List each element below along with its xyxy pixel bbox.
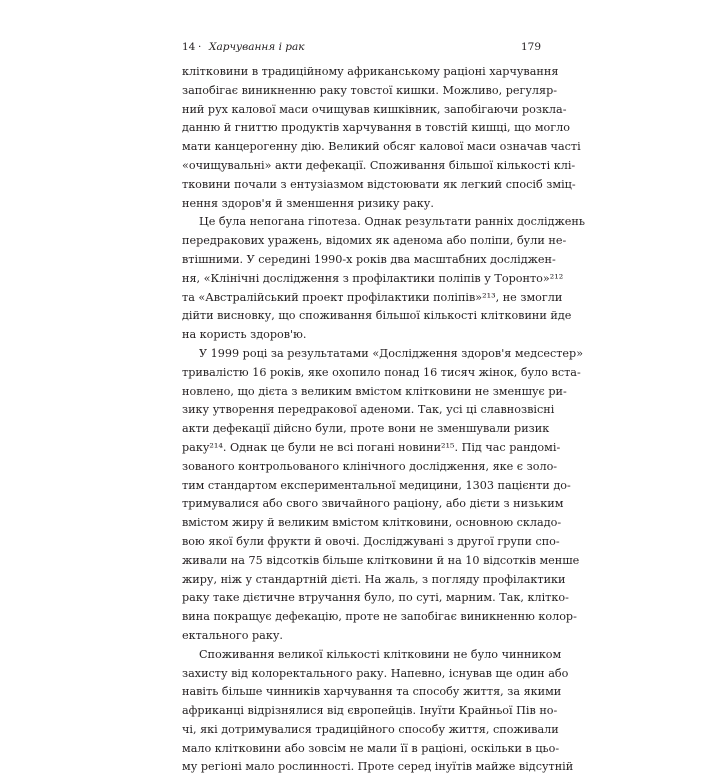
text-line: ня, «Клінічні дослідження з профілактики поліпів у Торонто»²¹² <box>182 271 564 285</box>
text-line: втішними. У середині 1990-х років два масштабних досліджен- <box>182 252 556 266</box>
page-number: 179 <box>520 41 541 53</box>
text-line: чі, які дотримувалися традиційного способу життя, споживали <box>182 722 559 736</box>
text-line: зованого контрольованого клінічного дослідження, яке є золо- <box>182 459 558 473</box>
text-line: Споживання великої кількості клітковини не було чинником <box>199 647 562 661</box>
text-line: африканці відрізнялися від європейців. Інуїти Крайньої Пів но- <box>182 704 558 718</box>
text-line: та «Австралійський проект профілактики поліпів»²¹³, не змогли <box>182 290 563 304</box>
text-line: нення здоров'я й зменшення ризику раку. <box>182 196 434 210</box>
text-line: данню й гниттю продуктів харчування в товстій кишці, що могло <box>182 121 570 135</box>
text-line: акти дефекації дійсно були, проте вони не зменшували ризик <box>182 422 550 436</box>
text-line: дійти висновку, що споживання більшої кількості клітковини йде <box>182 309 572 323</box>
text-line: вою якої були фрукти й овочі. Досліджувані з другої групи спо- <box>182 534 560 548</box>
text-line: тривалістю 16 років, яке охопило понад 16 тисяч жінок, було вста- <box>182 365 581 379</box>
text-line: вина покращує дефекацію, проте не запобігає виникненню колор- <box>182 610 577 624</box>
text-line: У 1999 році за результатами «Дослідження здоров'я медсестер» <box>199 346 584 360</box>
text-line: раку²¹⁴. Однак це були не всі погані новини²¹⁵. Під час рандомі- <box>182 440 561 454</box>
text-line: мати канцерогенну дію. Великий обсяг калової маси означав часті <box>182 140 581 154</box>
text-line: на користь здоров'ю. <box>182 328 307 342</box>
chapter-title: Харчування і рак <box>209 41 305 53</box>
text-line: запобігає виникненню раку товстої кишки. Можливо, регуляр- <box>182 83 558 97</box>
text-line: тримувалися або свого звичайного раціону, або дієти з низьким <box>182 497 564 511</box>
text-line: мало клітковини або зовсім не мали її в раціоні, оскільки в цьо- <box>182 741 560 755</box>
text-line: захисту від колоректального раку. Напевно, існував ще один або <box>182 666 569 680</box>
text-line: живали на 75 відсотків більше клітковини й на 10 відсотків менше <box>182 553 580 567</box>
text-line: ний рух калової маси очищував кишківник, запобігаючи розкла- <box>182 102 567 116</box>
text-line: раку таке дієтичне втручання було, по суті, марним. Так, кліткo- <box>182 591 569 605</box>
text-line: тим стандартом експериментальної медицини, 1303 пацієнти до- <box>182 478 571 492</box>
text-line: новлено, що дієта з великим вмістом клітковини не зменшує ри- <box>182 384 567 398</box>
chapter-number: 14 <box>182 41 196 53</box>
header-separator: · <box>198 41 202 53</box>
page-header <box>182 36 541 56</box>
text-line: ектального раку. <box>182 628 283 642</box>
text-line: «очищувальні» акти дефекації. Споживання більшої кількості клі- <box>182 158 576 172</box>
text-line: Це була непогана гіпотеза. Однак результати ранніх досліджень <box>199 215 585 229</box>
text-line: вмістом жиру й великим вмістом клітковини, основною складо- <box>182 516 562 530</box>
text-line: клітковини в традиційному африканському раціоні харчування <box>182 65 559 78</box>
text-line: жиру, ніж у стандартній дієті. На жаль, з погляду профілактики <box>182 572 566 586</box>
text-line: зику утворення передракової аденоми. Так, усі ці славнозвісні <box>182 403 555 417</box>
text-line: тковини почали з ентузіазмом відстоювати як легкий спосіб зміц- <box>182 177 576 191</box>
text-line: навіть більше чинників харчування та способу життя, за якими <box>182 685 562 699</box>
text-line: му регіоні мало рослинності. Проте серед інуїтів майже відсутній <box>182 760 574 774</box>
text-line: передракових уражень, відомих як аденома або поліпи, були не- <box>182 234 567 248</box>
body-text <box>182 63 585 777</box>
